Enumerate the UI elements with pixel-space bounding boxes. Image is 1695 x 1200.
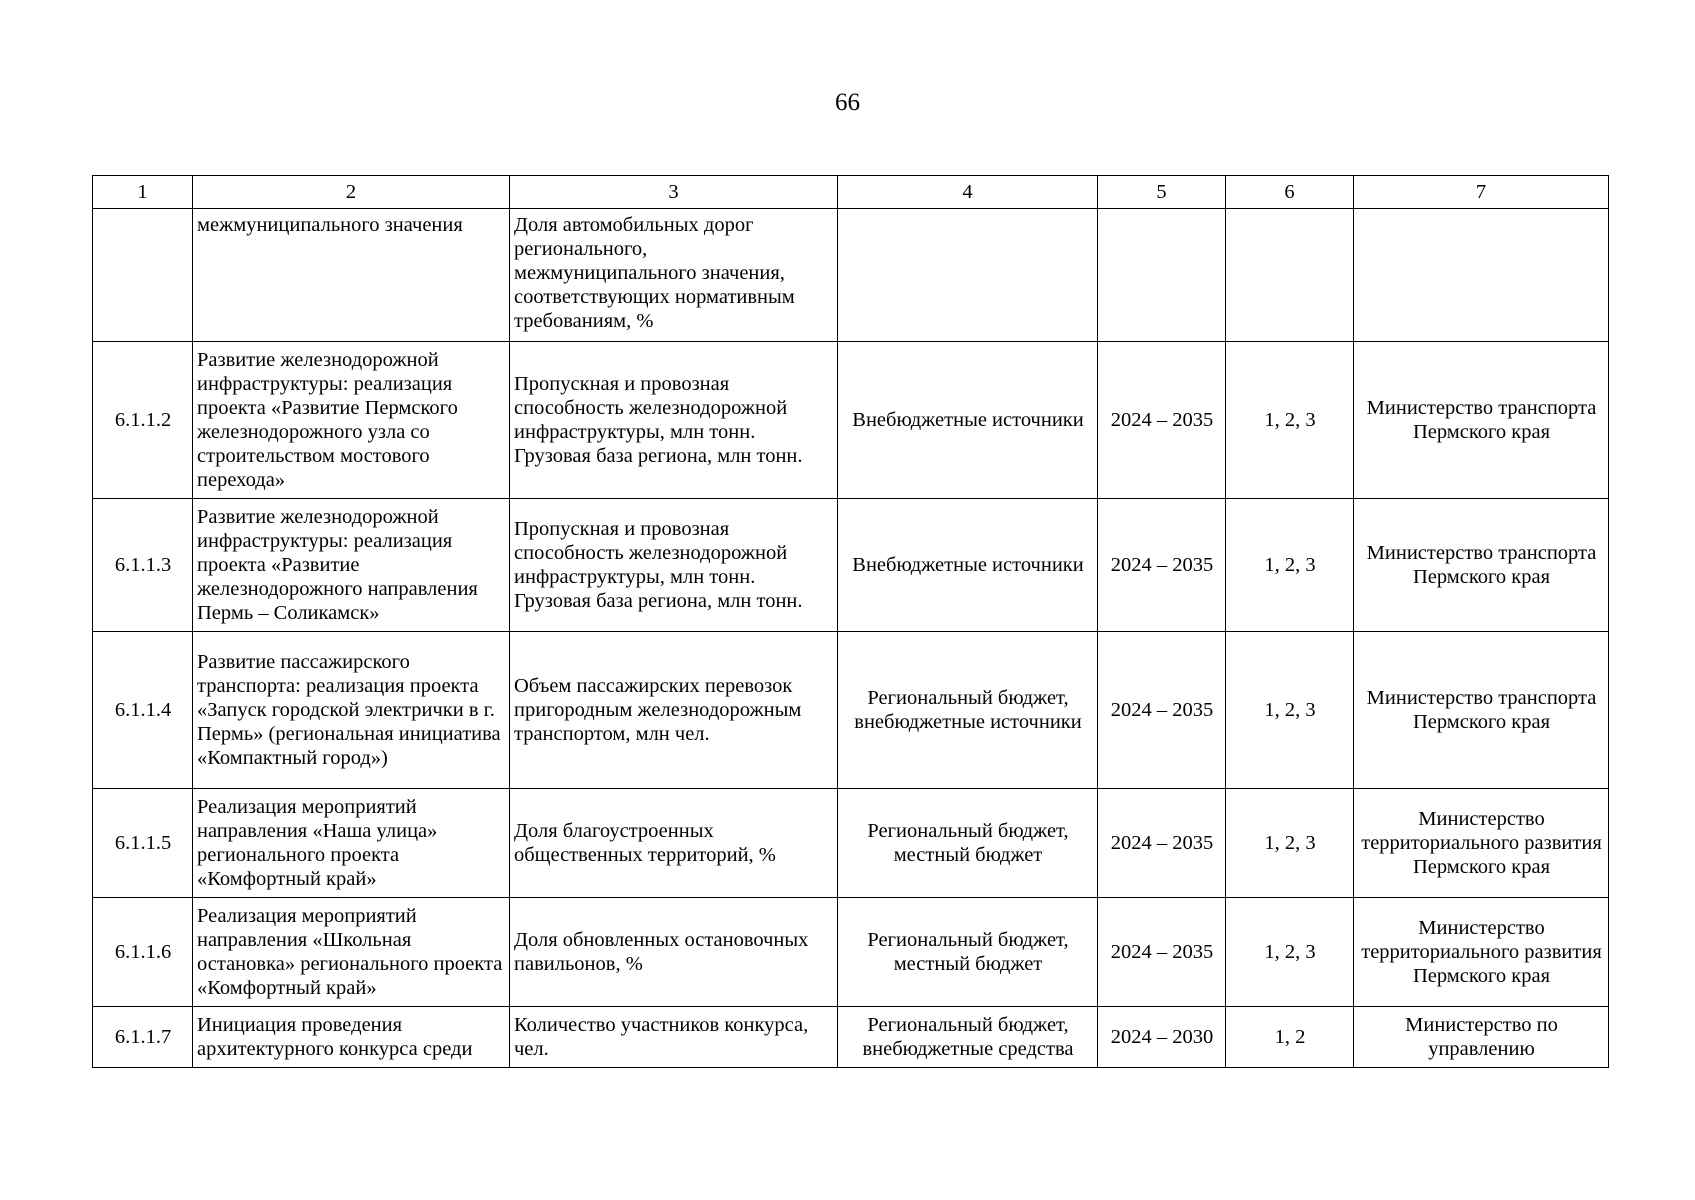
cell-period bbox=[1098, 209, 1226, 342]
cell-measure: Реализация мероприятий направления «Наша улица» регионального проекта «Комфортный край» bbox=[193, 789, 510, 898]
cell-executor bbox=[1354, 209, 1609, 342]
cell-executor: Министерство по управлению bbox=[1354, 1007, 1609, 1068]
cell-indicator: Пропускная и провозная способность железнодорожной инфраструктуры, млн тонн. Грузовая база региона, млн тонн. bbox=[510, 342, 838, 499]
cell-indicator: Доля обновленных остановочных павильонов, % bbox=[510, 898, 838, 1007]
table-row bbox=[93, 342, 1609, 499]
cell-period: 2024 – 2030 bbox=[1098, 1007, 1226, 1068]
cell-funding-source bbox=[838, 209, 1098, 342]
column-header: 3 bbox=[510, 176, 838, 209]
cell-number: 6.1.1.2 bbox=[93, 342, 193, 499]
table-row bbox=[93, 499, 1609, 632]
column-header: 1 bbox=[93, 176, 193, 209]
column-header: 2 bbox=[193, 176, 510, 209]
cell-funding-source: Внебюджетные источники bbox=[838, 499, 1098, 632]
cell-number bbox=[93, 209, 193, 342]
cell-tasks: 1, 2, 3 bbox=[1226, 499, 1354, 632]
cell-tasks: 1, 2, 3 bbox=[1226, 898, 1354, 1007]
cell-measure: Реализация мероприятий направления «Школьная остановка» регионального проекта «Комфортный край» bbox=[193, 898, 510, 1007]
cell-measure: Развитие железнодорожной инфраструктуры: реализация проекта «Развитие железнодорожного направления Пермь – Соликамск» bbox=[193, 499, 510, 632]
cell-funding-source: Внебюджетные источники bbox=[838, 342, 1098, 499]
column-header: 6 bbox=[1226, 176, 1354, 209]
table-row bbox=[93, 209, 1609, 342]
table-header-row bbox=[93, 176, 1609, 209]
cell-period: 2024 – 2035 bbox=[1098, 632, 1226, 789]
cell-period: 2024 – 2035 bbox=[1098, 789, 1226, 898]
cell-measure: Развитие пассажирского транспорта: реализация проекта «Запуск городской электрички в г. Пермь» (региональная инициатива «Компактный город») bbox=[193, 632, 510, 789]
column-header: 4 bbox=[838, 176, 1098, 209]
cell-executor: Министерство территориального развития Пермского края bbox=[1354, 789, 1609, 898]
cell-period: 2024 – 2035 bbox=[1098, 898, 1226, 1007]
cell-funding-source: Региональный бюджет, внебюджетные средства bbox=[838, 1007, 1098, 1068]
cell-number: 6.1.1.7 bbox=[93, 1007, 193, 1068]
column-header: 5 bbox=[1098, 176, 1226, 209]
cell-number: 6.1.1.6 bbox=[93, 898, 193, 1007]
column-header: 7 bbox=[1354, 176, 1609, 209]
cell-funding-source: Региональный бюджет, внебюджетные источники bbox=[838, 632, 1098, 789]
page-number: 66 bbox=[835, 89, 860, 116]
cell-period: 2024 – 2035 bbox=[1098, 342, 1226, 499]
cell-tasks: 1, 2, 3 bbox=[1226, 632, 1354, 789]
cell-indicator: Объем пассажирских перевозок пригородным железнодорожным транспортом, млн чел. bbox=[510, 632, 838, 789]
cell-executor: Министерство транспорта Пермского края bbox=[1354, 632, 1609, 789]
cell-measure: Развитие железнодорожной инфраструктуры: реализация проекта «Развитие Пермского железнодорожного узла со строительством мостового перехода» bbox=[193, 342, 510, 499]
cell-tasks bbox=[1226, 209, 1354, 342]
cell-funding-source: Региональный бюджет, местный бюджет bbox=[838, 789, 1098, 898]
cell-measure: Инициация проведения архитектурного конкурса среди bbox=[193, 1007, 510, 1068]
cell-tasks: 1, 2 bbox=[1226, 1007, 1354, 1068]
cell-executor: Министерство транспорта Пермского края bbox=[1354, 342, 1609, 499]
cell-indicator: Пропускная и провозная способность железнодорожной инфраструктуры, млн тонн. Грузовая база региона, млн тонн. bbox=[510, 499, 838, 632]
cell-funding-source: Региональный бюджет, местный бюджет bbox=[838, 898, 1098, 1007]
table-row bbox=[93, 632, 1609, 789]
cell-measure: межмуниципального значения bbox=[193, 209, 510, 342]
table-row bbox=[93, 1007, 1609, 1068]
cell-number: 6.1.1.4 bbox=[93, 632, 193, 789]
cell-indicator: Доля благоустроенных общественных территорий, % bbox=[510, 789, 838, 898]
cell-tasks: 1, 2, 3 bbox=[1226, 342, 1354, 499]
cell-period: 2024 – 2035 bbox=[1098, 499, 1226, 632]
cell-indicator: Доля автомобильных дорог регионального, межмуниципального значения, соответствующих нормативным требованиям, % bbox=[510, 209, 838, 342]
cell-executor: Министерство территориального развития Пермского края bbox=[1354, 898, 1609, 1007]
cell-tasks: 1, 2, 3 bbox=[1226, 789, 1354, 898]
table-row bbox=[93, 898, 1609, 1007]
cell-number: 6.1.1.5 bbox=[93, 789, 193, 898]
cell-executor: Министерство транспорта Пермского края bbox=[1354, 499, 1609, 632]
measures-table bbox=[92, 175, 1609, 1068]
table-row bbox=[93, 789, 1609, 898]
cell-indicator: Количество участников конкурса, чел. bbox=[510, 1007, 838, 1068]
cell-number: 6.1.1.3 bbox=[93, 499, 193, 632]
